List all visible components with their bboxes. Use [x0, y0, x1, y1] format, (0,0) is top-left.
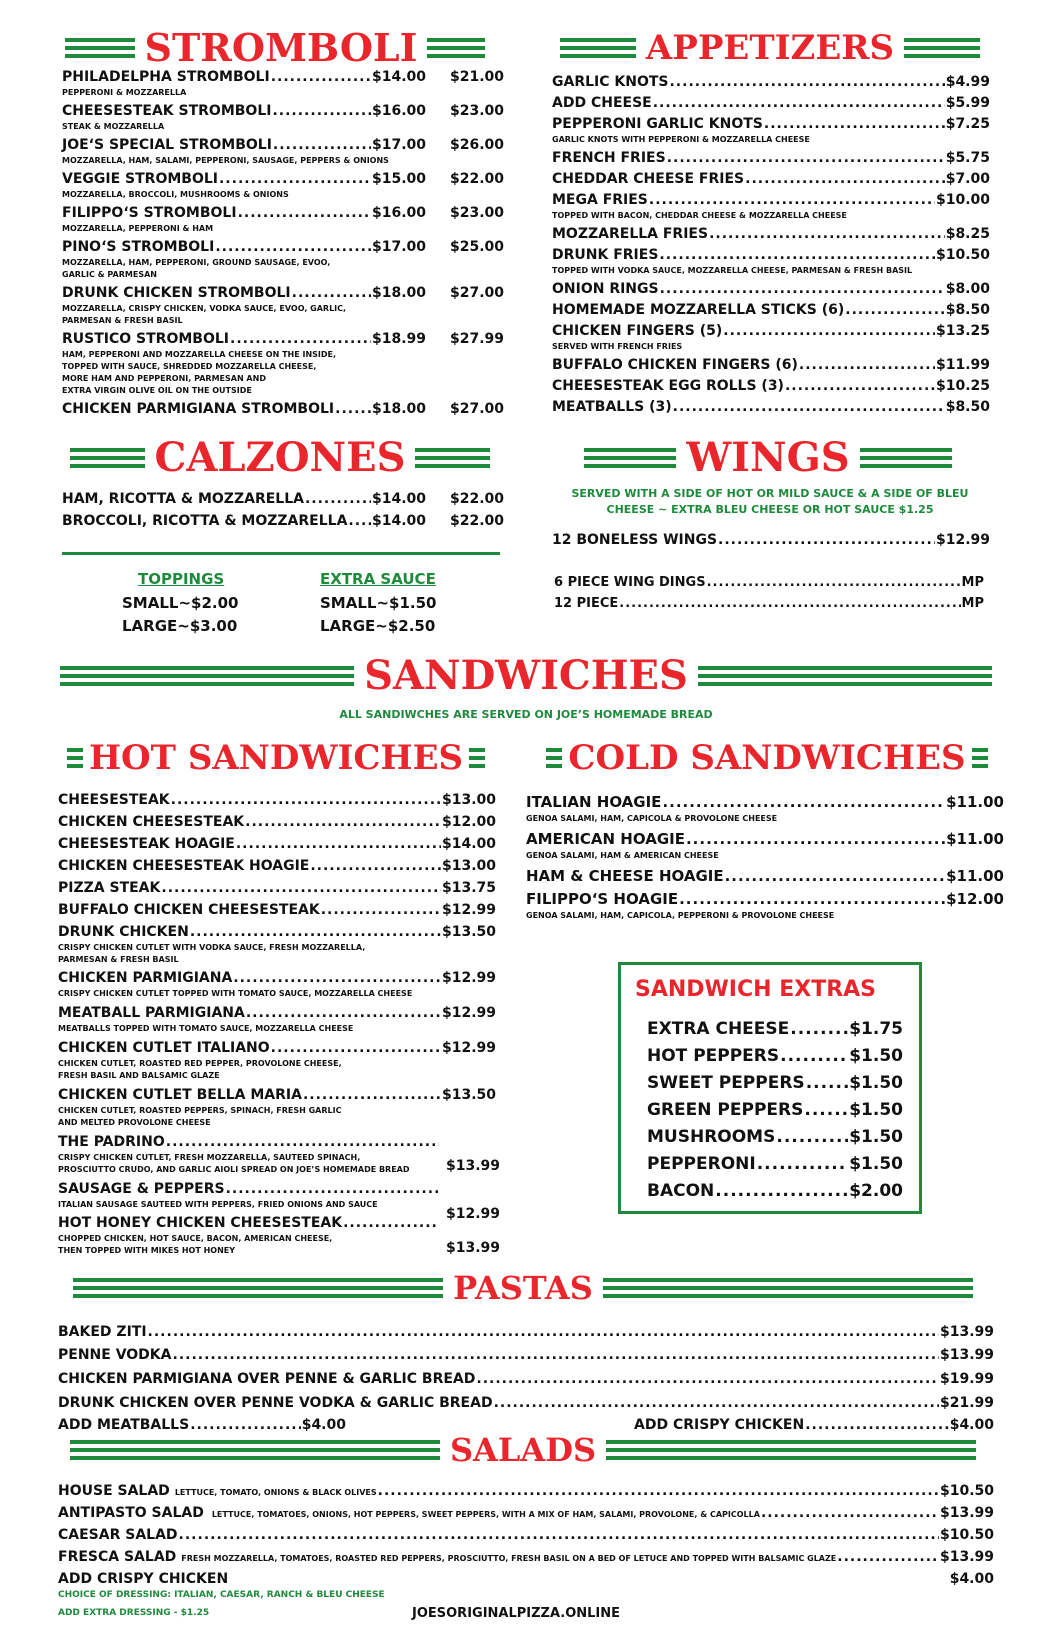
- list-item: [58, 1550, 994, 1564]
- list-item: [58, 971, 496, 985]
- item-price-small: $14.00: [371, 69, 426, 85]
- list-item: [647, 1156, 903, 1173]
- item-price: $2.00: [849, 1181, 903, 1201]
- item-price: $5.99: [945, 95, 990, 111]
- item-name: BACON: [647, 1181, 715, 1201]
- item-price: $4.00: [301, 1417, 346, 1433]
- item-name: MEATBALLS (3): [552, 399, 672, 415]
- item-price: $1.75: [849, 1019, 903, 1039]
- item-desc: GENOA SALAMI, HAM, CAPICOLA, PEPPERONI & PROVOLONE CHEESE: [526, 911, 835, 920]
- list-item: [552, 172, 990, 186]
- extra-sauce-large: LARGE~$2.50: [320, 617, 436, 635]
- item-name: CHICKEN PARMIGIANA STROMBOLI: [62, 401, 335, 417]
- list-item: [647, 1102, 903, 1119]
- list-item: [647, 1021, 903, 1038]
- item-desc: PROSCIUTTO CRUDO, AND GARLIC AIOLI SPREAD ON JOE’S HOMEMADE BREAD: [58, 1165, 410, 1174]
- item-price-large: $21.00: [450, 69, 505, 85]
- item-name: CHEESESTEAK: [58, 792, 170, 808]
- item-name: CHICKEN CUTLET ITALIANO: [58, 1040, 270, 1056]
- item-price-small: $17.00: [371, 239, 426, 255]
- list-item: [552, 400, 990, 414]
- item-desc: SERVED WITH FRENCH FRIES: [552, 342, 683, 351]
- item-price-large: $22.00: [450, 513, 505, 529]
- toppings-label: TOPPINGS: [138, 570, 225, 588]
- item-price: $13.99: [446, 1240, 501, 1256]
- salads-header: [58, 1430, 988, 1470]
- item-price: $8.50: [945, 302, 990, 318]
- list-item: [58, 903, 496, 917]
- item-name: ADD MEATBALLS: [58, 1417, 190, 1433]
- item-price: $13.75: [441, 880, 496, 896]
- item-price: $13.99: [446, 1158, 501, 1174]
- item-name: BAKED ZITI: [58, 1324, 147, 1340]
- item-name: FILIPPO‘S HOAGIE: [526, 890, 679, 908]
- item-desc: CRISPY CHICKEN CUTLET WITH VODKA SAUCE, FRESH MOZZARELLA,: [58, 943, 366, 952]
- item-price: $13.99: [939, 1324, 994, 1340]
- item-price-large: $26.00: [450, 137, 505, 153]
- item-desc: AND MELTED PROVOLONE CHEESE: [58, 1118, 211, 1127]
- item-name: MUSHROOMS: [647, 1127, 776, 1147]
- item-desc: TOPPED WITH BACON, CHEDDAR CHEESE & MOZZARELLA CHEESE: [552, 211, 847, 220]
- list-item: [526, 892, 1004, 907]
- item-desc: CRISPY CHICKEN CUTLET TOPPED WITH TOMATO SAUCE, MOZZARELLA CHEESE: [58, 989, 413, 998]
- list-item: [62, 103, 505, 119]
- list-item: [552, 533, 990, 547]
- list-item: [58, 1041, 496, 1055]
- item-desc: GENOA SALAMI, HAM, CAPICOLA & PROVOLONE CHEESE: [526, 814, 778, 823]
- item-price-small: $18.00: [371, 401, 426, 417]
- item-price: $12.00: [441, 814, 496, 830]
- cold-sandwiches-title: COLD SANDWICHES: [568, 738, 966, 778]
- item-price-small: $14.00: [371, 513, 426, 529]
- item-price: $4.00: [949, 1417, 994, 1433]
- item-desc: TOPPED WITH VODKA SAUCE, MOZZARELLA CHEESE, PARMESAN & FRESH BASIL: [552, 266, 913, 275]
- list-item: [526, 832, 1004, 847]
- wings-header: [548, 436, 988, 480]
- item-price-small: $15.00: [371, 171, 426, 187]
- item-price-large: $25.00: [450, 239, 505, 255]
- list-item: [58, 1572, 994, 1586]
- item-price: $8.25: [945, 226, 990, 242]
- extra-sauce-label: EXTRA SAUCE: [320, 570, 436, 588]
- item-name: JOE‘S SPECIAL STROMBOLI: [62, 137, 272, 153]
- stromboli-header: [60, 25, 490, 70]
- item-price: $1.50: [849, 1127, 903, 1147]
- list-item: [58, 1216, 440, 1230]
- item-price: $13.50: [441, 924, 496, 940]
- item-desc: PARMESAN & FRESH BASIL: [62, 316, 183, 325]
- item-name: DRUNK CHICKEN: [58, 924, 189, 940]
- list-item: [554, 597, 984, 610]
- item-name: MEATBALL PARMIGIANA: [58, 1005, 245, 1021]
- item-price: $13.00: [441, 792, 496, 808]
- list-item: [552, 96, 990, 110]
- list-item: [554, 576, 984, 589]
- item-name: PHILADELPHA STROMBOLI: [62, 69, 270, 85]
- item-name: ADD CRISPY CHICKEN: [634, 1417, 805, 1433]
- list-item: [62, 513, 505, 529]
- list-item: [58, 1135, 440, 1149]
- item-name: ITALIAN HOAGIE: [526, 793, 662, 811]
- item-name: HOMEMADE MOZZARELLA STICKS (6): [552, 302, 845, 318]
- appetizers-header: [560, 28, 980, 68]
- list-item: [552, 282, 990, 296]
- item-name: VEGGIE STROMBOLI: [62, 171, 218, 187]
- item-price: $19.99: [939, 1371, 994, 1387]
- item-name: PEPPERONI GARLIC KNOTS: [552, 116, 763, 132]
- item-desc: PEPPERONI & MOZZARELLA: [62, 88, 187, 97]
- list-item: [58, 1325, 994, 1339]
- add-meatballs: [58, 1418, 346, 1432]
- sandwich-extras-title: SANDWICH EXTRAS: [635, 977, 877, 1002]
- list-item: [526, 795, 1004, 810]
- item-price: $7.25: [945, 116, 990, 132]
- item-desc: CHICKEN CUTLET, ROASTED PEPPERS, SPINACH, FRESH GARLIC: [58, 1106, 342, 1115]
- wings-note-line-2: CHEESE ~ EXTRA BLEU CHEESE OR HOT SAUCE $1.25: [606, 503, 934, 516]
- item-name: DRUNK CHICKEN STROMBOLI: [62, 285, 291, 301]
- item-name: CHICKEN PARMIGIANA: [58, 970, 233, 986]
- item-name: ADD CRISPY CHICKEN: [58, 1571, 229, 1587]
- list-item: [552, 75, 990, 89]
- item-name: CAESAR SALAD: [58, 1527, 178, 1543]
- item-price-large: $23.00: [450, 103, 505, 119]
- list-item: [552, 248, 990, 262]
- item-price: $11.00: [946, 830, 1004, 848]
- item-name: 12 PIECE: [554, 596, 619, 611]
- item-price: $1.50: [849, 1073, 903, 1093]
- item-name: ONION RINGS: [552, 281, 659, 297]
- item-price: $1.50: [849, 1100, 903, 1120]
- item-desc: ITALIAN SAUSAGE SAUTEED WITH PEPPERS, FRIED ONIONS AND SAUCE: [58, 1200, 378, 1209]
- item-price: $12.00: [946, 890, 1004, 908]
- item-price: $10.50: [939, 1483, 994, 1499]
- item-price-large: $27.99: [450, 331, 505, 347]
- list-item: [62, 401, 505, 417]
- list-item: [58, 859, 496, 873]
- pastas-title: PASTAS: [453, 1269, 593, 1307]
- item-price: $10.25: [935, 378, 990, 394]
- item-desc: GARLIC KNOTS WITH PEPPERONI & MOZZARELLA CHEESE: [552, 135, 810, 144]
- item-desc: CRISPY CHICKEN CUTLET, FRESH MOZZARELLA, SAUTEED SPINACH,: [58, 1153, 361, 1162]
- list-item: [552, 303, 990, 317]
- wings-title: WINGS: [686, 434, 850, 481]
- item-desc: MOZZARELLA, CRISPY CHICKEN, VODKA SAUCE, EVOO, GARLIC,: [62, 304, 347, 313]
- item-price: $11.00: [946, 867, 1004, 885]
- item-price: $10.00: [935, 192, 990, 208]
- item-price-small: $14.00: [371, 491, 426, 507]
- toppings-small: SMALL~$2.00: [122, 594, 239, 612]
- item-name: ADD CHEESE: [552, 95, 652, 111]
- wings-note-line-1: SERVED WITH A SIDE OF HOT OR MILD SAUCE & A SIDE OF BLEU: [571, 487, 969, 500]
- item-name: AMERICAN HOAGIE: [526, 830, 685, 848]
- item-desc: MOZZARELLA, BROCCOLI, MUSHROOMS & ONIONS: [62, 190, 289, 199]
- item-name: MEGA FRIES: [552, 192, 648, 208]
- item-name: CHEESESTEAK STROMBOLI: [62, 103, 272, 119]
- item-price: $5.75: [945, 150, 990, 166]
- item-name: PENNE VODKA: [58, 1347, 172, 1363]
- list-item: [552, 193, 990, 207]
- extra-sauce-small: SMALL~$1.50: [320, 594, 437, 612]
- item-price: $12.99: [446, 1206, 501, 1222]
- item-name: GARLIC KNOTS: [552, 74, 669, 90]
- list-item: [58, 881, 496, 895]
- item-name: GREEN PEPPERS: [647, 1100, 804, 1120]
- dressing-note: CHOICE OF DRESSING: ITALIAN, CAESAR, RANCH & BLEU CHEESE: [58, 1590, 385, 1600]
- item-desc: LETTUCE, TOMATO, ONIONS & BLACK OLIVES: [174, 1488, 377, 1497]
- list-item: [647, 1048, 903, 1065]
- item-name: FRESCA SALAD: [58, 1549, 177, 1565]
- item-price-small: $17.00: [371, 137, 426, 153]
- add-crispy-chicken: [634, 1418, 994, 1432]
- item-price-small: $18.99: [371, 331, 426, 347]
- item-price: MP: [961, 575, 984, 590]
- list-item: [647, 1075, 903, 1092]
- item-price: $1.50: [849, 1046, 903, 1066]
- item-desc: GARLIC & PARMESAN: [62, 270, 157, 279]
- item-desc: FRESH MOZZARELLA, TOMATOES, ROASTED RED PEPPERS, PROSCIUTTO, FRESH BASIL ON A BED OF LETUCE AND TOPPED WITH BALSAMIC GLAZE: [181, 1554, 837, 1563]
- list-item: [62, 491, 505, 507]
- list-item: [62, 205, 505, 221]
- item-price: $13.99: [939, 1505, 994, 1521]
- item-desc: MORE HAM AND PEPPERONI, PARMESAN AND: [62, 374, 266, 383]
- item-price: $8.50: [945, 399, 990, 415]
- item-desc: EXTRA VIRGIN OLIVE OIL ON THE OUTSIDE: [62, 386, 252, 395]
- list-item: [58, 1182, 440, 1196]
- list-item: [62, 239, 505, 255]
- item-price-large: $22.00: [450, 171, 505, 187]
- item-desc: MOZZARELLA, HAM, SALAMI, PEPPERONI, SAUSAGE, PEPPERS & ONIONS: [62, 156, 389, 165]
- toppings-large: LARGE~$3.00: [122, 617, 238, 635]
- item-desc: STEAK & MOZZARELLA: [62, 122, 165, 131]
- item-desc: LETTUCE, TOMATOES, ONIONS, HOT PEPPERS, SWEET PEPPERS, WITH A MIX OF HAM, SALAMI, PROVOLONE, & CAPICOLLA: [211, 1510, 760, 1519]
- calzones-title: CALZONES: [154, 434, 406, 481]
- item-name: PINO‘S STROMBOLI: [62, 239, 215, 255]
- salads-title: SALADS: [449, 1431, 597, 1469]
- item-price: $13.99: [939, 1549, 994, 1565]
- list-item: [62, 171, 505, 187]
- item-price-small: $16.00: [371, 103, 426, 119]
- item-price: $4.00: [949, 1571, 994, 1587]
- item-price-large: $27.00: [450, 285, 505, 301]
- item-price: $12.99: [441, 1040, 496, 1056]
- list-item: [647, 1183, 903, 1200]
- item-desc: THEN TOPPED WITH MIKES HOT HONEY: [58, 1246, 236, 1255]
- list-item: [58, 837, 496, 851]
- item-name: HAM & CHEESE HOAGIE: [526, 867, 724, 885]
- item-name: CHEDDAR CHEESE FRIES: [552, 171, 745, 187]
- item-price: $13.50: [441, 1087, 496, 1103]
- item-name: CHICKEN CUTLET BELLA MARIA: [58, 1087, 302, 1103]
- list-item: [58, 1006, 496, 1020]
- item-price: $10.50: [939, 1527, 994, 1543]
- item-price: $4.99: [945, 74, 990, 90]
- list-item: [552, 227, 990, 241]
- list-item: [526, 869, 1004, 884]
- item-price: $13.25: [935, 323, 990, 339]
- item-desc: CHICKEN CUTLET, ROASTED RED PEPPER, PROVOLONE CHEESE,: [58, 1059, 342, 1068]
- item-desc: FRESH BASIL AND BALSAMIC GLAZE: [58, 1071, 220, 1080]
- hot-sandwiches-header: [56, 736, 496, 780]
- item-desc: HAM, PEPPERONI AND MOZZARELLA CHEESE ON THE INSIDE,: [62, 350, 337, 359]
- item-name: ANTIPASTO SALAD: [58, 1505, 204, 1521]
- item-name: CHICKEN CHEESESTEAK: [58, 814, 245, 830]
- item-name: HOT HONEY CHICKEN CHEESESTEAK: [58, 1215, 343, 1231]
- item-name: CHICKEN PARMIGIANA OVER PENNE & GARLIC BREAD: [58, 1371, 476, 1387]
- item-price-large: $22.00: [450, 491, 505, 507]
- list-item: [58, 1506, 994, 1520]
- item-desc: MEATBALLS TOPPED WITH TOMATO SAUCE, MOZZARELLA CHEESE: [58, 1024, 354, 1033]
- item-name: SAUSAGE & PEPPERS: [58, 1181, 225, 1197]
- list-item: [58, 1484, 994, 1498]
- item-name: DRUNK FRIES: [552, 247, 659, 263]
- item-name: BUFFALO CHICKEN CHEESESTEAK: [58, 902, 320, 918]
- item-name: MOZZARELLA FRIES: [552, 226, 709, 242]
- list-item: [62, 331, 505, 347]
- item-price: $11.00: [946, 793, 1004, 811]
- item-name: 6 PIECE WING DINGS: [554, 575, 706, 590]
- item-price: $14.00: [441, 836, 496, 852]
- list-item: [58, 1348, 994, 1362]
- item-name: HOT PEPPERS: [647, 1046, 780, 1066]
- item-name: FILIPPO‘S STROMBOLI: [62, 205, 237, 221]
- list-item: [552, 151, 990, 165]
- item-name: RUSTICO STROMBOLI: [62, 331, 229, 347]
- item-name: FRENCH FRIES: [552, 150, 666, 166]
- item-price-small: $18.00: [371, 285, 426, 301]
- item-desc: TOPPED WITH SAUCE, SHREDDED MOZZARELLA CHEESE,: [62, 362, 317, 371]
- item-price: $11.99: [935, 357, 990, 373]
- sandwiches-header: [60, 654, 992, 698]
- item-name: CHEESESTEAK EGG ROLLS (3): [552, 378, 784, 394]
- list-item: [58, 815, 496, 829]
- list-item: [552, 324, 990, 338]
- item-price: $12.99: [441, 902, 496, 918]
- item-name: CHICKEN FINGERS (5): [552, 323, 723, 339]
- list-item: [552, 117, 990, 131]
- item-name: HOUSE SALAD: [58, 1483, 170, 1499]
- website-link[interactable]: JOESORIGINALPIZZA.ONLINE: [412, 1606, 621, 1621]
- item-price: $13.00: [441, 858, 496, 874]
- item-price: $21.99: [939, 1395, 994, 1411]
- item-name: SWEET PEPPERS: [647, 1073, 805, 1093]
- list-item: [58, 1528, 994, 1542]
- item-price: $13.99: [939, 1347, 994, 1363]
- list-item: [58, 925, 496, 939]
- pastas-header: [58, 1268, 988, 1308]
- item-name: EXTRA CHEESE: [647, 1019, 790, 1039]
- calzones-header: [70, 436, 490, 480]
- item-name: CHEESESTEAK HOAGIE: [58, 836, 235, 852]
- item-price: MP: [961, 596, 984, 611]
- item-price: $7.00: [945, 171, 990, 187]
- cold-sandwiches-header: [522, 736, 1012, 780]
- item-price: $12.99: [441, 970, 496, 986]
- item-name: BUFFALO CHICKEN FINGERS (6): [552, 357, 798, 373]
- item-name: BROCCOLI, RICOTTA & MOZZARELLA: [62, 513, 348, 529]
- stromboli-title: STROMBOLI: [144, 25, 418, 70]
- item-name: PIZZA STEAK: [58, 880, 161, 896]
- sandwich-extras-box: [618, 962, 922, 1214]
- item-price: $12.99: [441, 1005, 496, 1021]
- list-item: [62, 137, 505, 153]
- item-desc: MOZZARELLA, HAM, PEPPERONI, GROUND SAUSAGE, EVOO,: [62, 258, 331, 267]
- item-price: $10.50: [935, 247, 990, 263]
- item-price-large: $27.00: [450, 401, 505, 417]
- item-desc: CHOPPED CHICKEN, HOT SAUCE, BACON, AMERICAN CHEESE,: [58, 1234, 333, 1243]
- item-price: $1.50: [849, 1154, 903, 1174]
- item-price-large: $23.00: [450, 205, 505, 221]
- item-desc: MOZZARELLA, PEPPERONI & HAM: [62, 224, 214, 233]
- hot-sandwiches-title: HOT SANDWICHES: [88, 738, 464, 778]
- extra-dressing-note: ADD EXTRA DRESSING - $1.25: [58, 1608, 210, 1618]
- item-name: THE PADRINO: [58, 1134, 165, 1150]
- list-item: [62, 69, 505, 85]
- item-name: 12 BONELESS WINGS: [552, 532, 718, 548]
- item-name: HAM, RICOTTA & MOZZARELLA: [62, 491, 304, 507]
- list-item: [58, 793, 496, 807]
- item-price-small: $16.00: [371, 205, 426, 221]
- item-name: PEPPERONI: [647, 1154, 756, 1174]
- list-item: [62, 285, 505, 301]
- list-item: [552, 358, 990, 372]
- item-name: DRUNK CHICKEN OVER PENNE VODKA & GARLIC BREAD: [58, 1395, 493, 1411]
- appetizers-title: APPETIZERS: [645, 28, 895, 68]
- list-item: [58, 1396, 994, 1410]
- item-price: $8.00: [945, 281, 990, 297]
- sandwiches-note: ALL SANDIWCHES ARE SERVED ON JOE’S HOMEMADE BREAD: [339, 708, 713, 721]
- item-price: $12.99: [935, 532, 990, 548]
- list-item: [58, 1088, 496, 1102]
- divider: [62, 552, 500, 555]
- item-desc: PARMESAN & FRESH BASIL: [58, 955, 179, 964]
- list-item: [647, 1129, 903, 1146]
- list-item: [552, 379, 990, 393]
- item-name: CHICKEN CHEESESTEAK HOAGIE: [58, 858, 310, 874]
- sandwiches-title: SANDWICHES: [364, 652, 688, 699]
- list-item: [58, 1372, 994, 1386]
- item-desc: GENOA SALAMI, HAM & AMERICAN CHEESE: [526, 851, 719, 860]
